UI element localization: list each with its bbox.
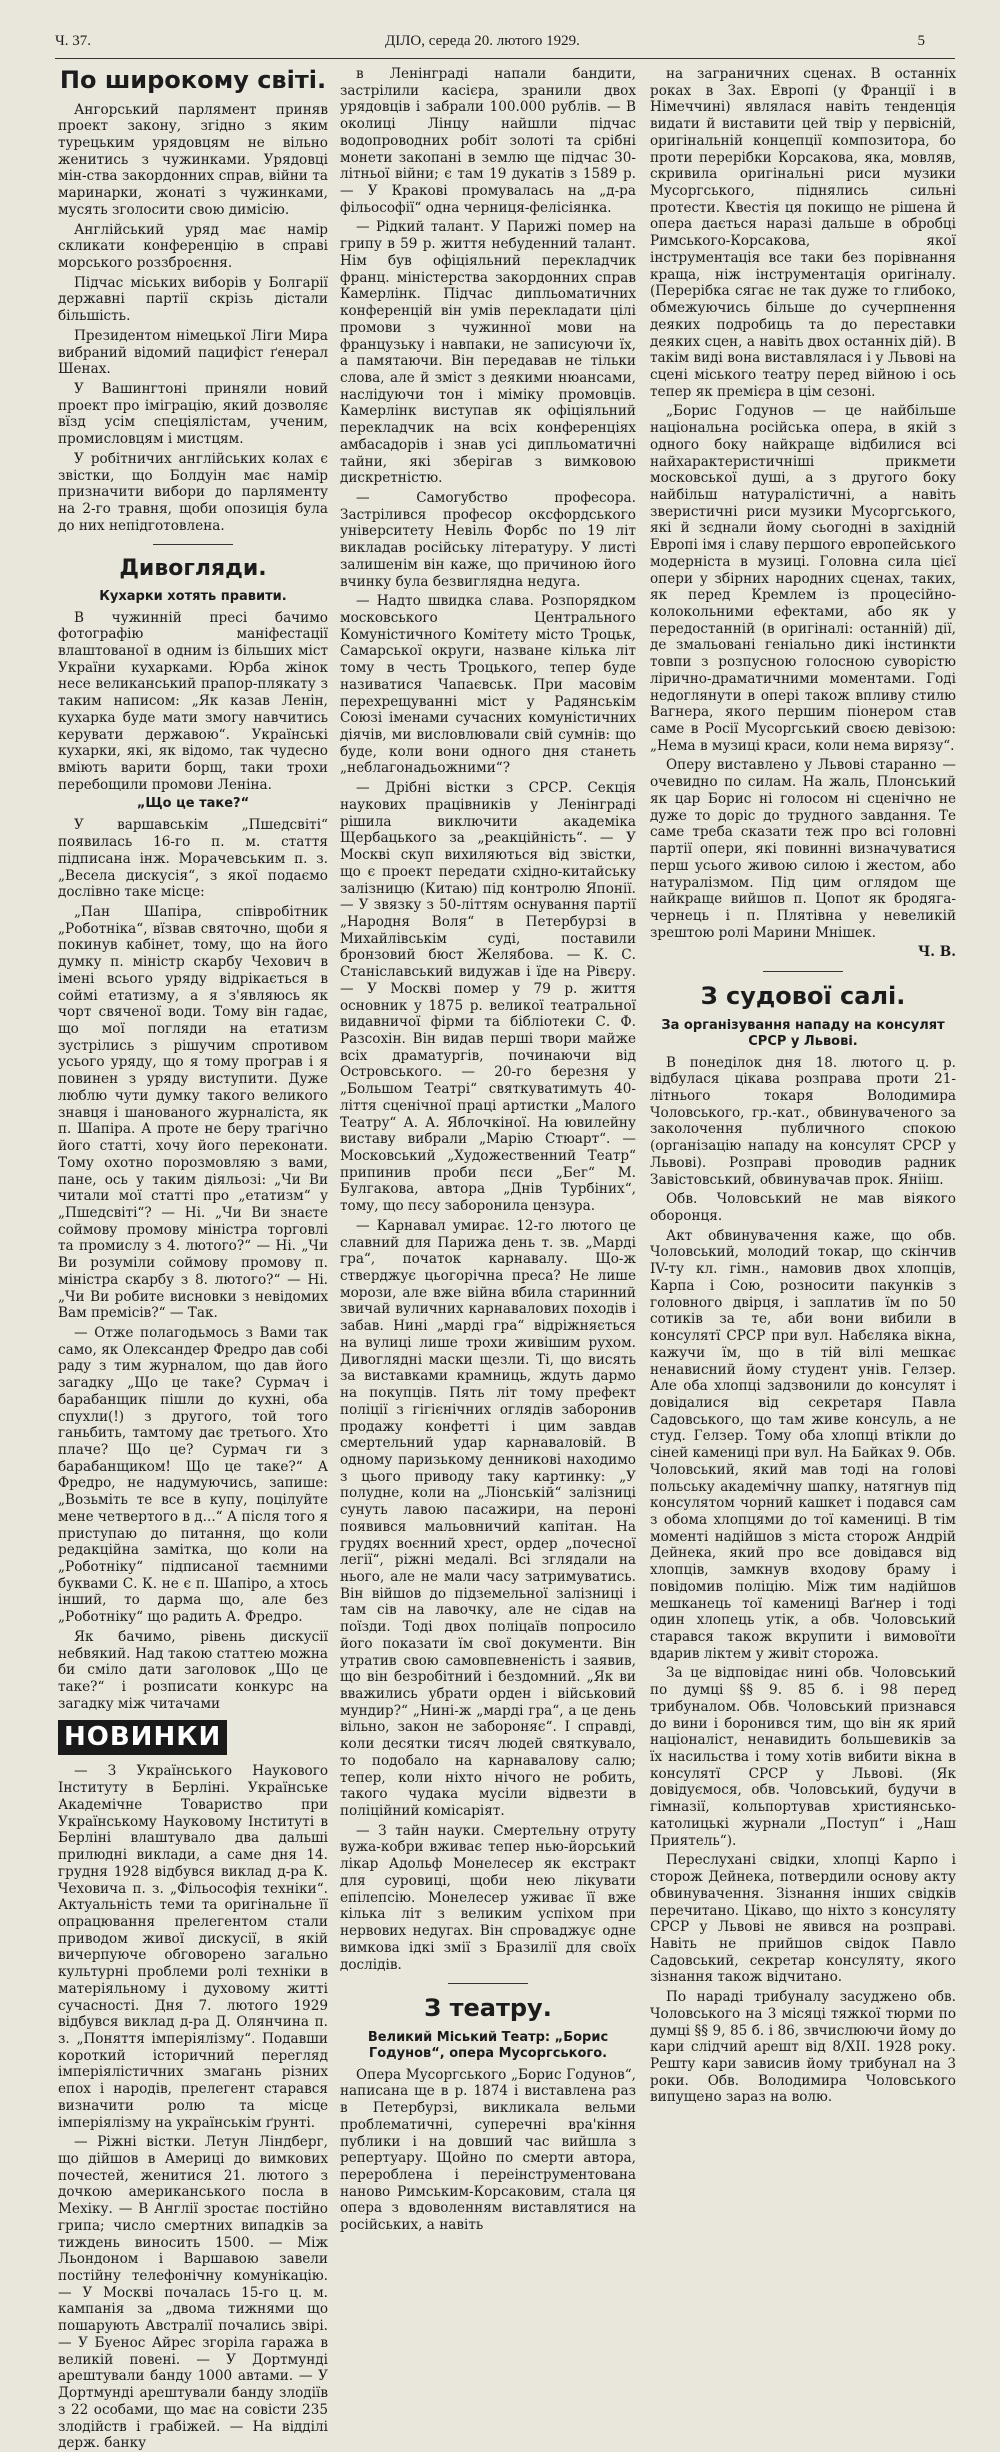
article-paragraph: — Ріжні вістки. Летун Ліндберг, що дійшов в Америці до вимкових почестей, женитися 21. лютого з дочкою американського посла в Мехіку. — В Англії зростає постійно грипа; число смертних випадків за тиждень виносить 1500. — Між Льондоном і Варшавою завели постійну телефонічну комунікацію. — У Москві почалась 15-го ц. м. кампанія за „двома тижнями що пошарують Австралії почались звірі. — У Буенос Айрес згоріла гаража в великій повені. — У Дортмунді арештували банду 1000 автами. — У Дортмунді арештували банду злодіїв з 22 особами, що має на совісти 235 злодійств і грабіжей. — На відділі держ. банку [58,2134,328,2452]
divider [448,1983,528,1984]
section-title-oddities: Дивогляди. [119,556,267,582]
issue-number: Ч. 37. [55,33,91,49]
article-paragraph: По нараді трибуналу засуджено обв. Чоловського на 3 місяці тяжкої тюрми по думці §§ 9, 85 б. і 86, звчислюючи йому до кари слідчий арешт від 8/XII. 1928 року. Решту кари зависив йому трибунал на 3 роки. Обв. Володимира Чоловського випущено зараз на волю. [650,1989,956,2106]
article-paragraph: Ангорський парлямент приняв проект закону, згідно з яким турецьким урядовцям не вільно женитись з чужинками. Урядовці мін-ства закордонних справ, війни та маринарки, жонаті з чужинками, мусять зголосити свою димісію. [58,101,328,218]
article-paragraph: В чужинній пресі бачимо фотографію маніфестації влаштованої в одним із більших міст України кухарками. Юрба жінок несе великанський прапор-плякату з таким написом: „Як казав Ленін, кухарка буде мати змогу навчитись керувати державою“. Українські кухарки, які, як відомо, так чудесно вміють варити борщ, таки трохи перебощили промови Леніна. [58,609,328,793]
article-paragraph: — Отже полагодьмось з Вами так само, як Олександер Фредро дав собі раду з тим журналом, що дав його загадку „Що це таке? Сурмач і барабанщик пішли до кухні, оба спухли(!) з другого, той того ганьбить, тамтому дає третього. Хто плаче? Що це? Сурмач ги з барабанщиком! Що це таке?“ А Фредро, не надумуючись, запише: „Возьміть те все в купу, поцілуйте мене четвертого в д...“ А після того я приступаю до питання, що коли редакційна замітка, що коли на „Роботніку“ підписаної таємними буквами С. К. не є п. Шапіро, а хтось інший, то дарма що, але без „Роботніку“ що радить А. Фредро. [58,1324,328,1626]
article-paragraph: Акт обвинувачення каже, що обв. Чоловський, молодий токар, що скінчив IV-ту кл. гімн., намовив двох хлопців, Карпа і Сою, розносити пакунків з головного двірця, і заплатив їм по 50 сотиків за те, аби вони вибили в консулятї СРСР при вул. Набєляка вікна, кажучи їм, що в тій вілі мешкає ненависний йому студент унів. Гелзер. Але оба хлопці задзвонили до консулят і довідалися від секретаря Павла Садовського, що там живе консуль, а не студ. Гелзер. Тому оба хлопці втікли до сіней камениці при вул. На Байках 9. Обв. Чоловський, який мав тоді на голові польську академічну шапку, натягнув під консулятом чорний кашкет і подався сам з обома хлопцями до тої камениці. В тім моменті надійшов з міста сторож Андрій Дейнека, який про все довідався від хлопців, замкнув входову браму і повідомив поліцію. Між тим надійшов мешканець тої камениці Ваґнер і тоді один хлопець утік, а обв. Чоловський старався також вкрупити і вимовоїти вдарив ліктем у живіт сторожа. [650,1227,956,1662]
column-3 [650,66,956,2106]
article-paragraph: Переслухані свідки, хлопці Карпо і сторож Дейнека, потвердили основу акту обвинувачення. Зізнання інших свідків перечитано. Цікаво, що ніхто з консуляту СРСР у Львові не явився на розправі. Навіть не прийшов свідок Павло Садовський, секретар консуляту, якого зізнання також відчитано. [650,1852,956,1986]
article-paragraph: В понеділок дня 18. лютого ц. р. відбулася цікава розправа проти 21-літнього токаря Володимира Чоловського, гр.-кат., обвинуваченого за заколочення публичного спокою (організацію нападу на консулят СРСР у Львові). Розправі проводив радник Завістовський, обвинувачав прок. Янііш. [650,1054,956,1188]
article-paragraph: — З тайн науки. Смертельну отруту вужа-кобри вживає тепер нью-йорський лікар Адольф Монелесер як екстракт для суровиці, щоби нею лікувати епілепсію. Монелесер уживає її вже кілька літ з великим успіхом при нервових недугах. Він спроваджує одне вимкова ідкі змії з Бразилії для своїх дослідів. [340,1822,636,1973]
article-subtitle: Великий Міський Театр: „Борис Годунов“, опера Мусоргського. [367,2029,609,2061]
article-subtitle: Кухарки хотять правити. [99,588,287,604]
article-paragraph: За це відповідає нині обв. Чоловський по думці §§ 9. 85 б. і 98 перед трибуналом. Обв. Чоловський признався до вини і боронився тим, що він як ярий націоналіст, ненавидить большевиків за їх насильства і тому хотів вибити вікна в консулятї СРСР у Львові. (Як довідуємося, обв. Чоловський, будучи в гімназії, кольпортував християнсько-католицькі журнали „Поступ“ і „Наш Приятель“). [650,1665,956,1849]
article-paragraph: Обв. Чоловський не мав віякого оборонця. [650,1191,956,1225]
divider [763,971,843,972]
article-paragraph: — Самогубство професора. Застрілився професор оксфордського університету Невіль Форбс по 19 літ викладав російську літературу. У листі залишенім він каже, що причиною його вчинку була безвиглядна недуга. [340,489,636,590]
article-paragraph: У варшавськім „Пшедсвіті“ появилась 16-го п. м. стаття підписана інж. Морачевським п. з. „Весела дискусія“, з якої подаємо дослівно таке місце: [58,817,328,901]
article-paragraph: — Надто швидка слава. Розпорядком московського Центрального Комуністичного Комітету місто Троцьк, Самарської округи, назване кілька літ тому в честь Троцького, тепер буде називатися Чапаєвськ. При масовім перехрещуванні міст у Радянськім Союзі іменами сучасних комуністичних діячів, ми висловлювали свій сумнів: що буде, коли вони одного дня станеть „неблагонадьожними“? [340,593,636,777]
article-paragraph: Підчас міських виборів у Болгарії державні партії скрізь дістали більшість. [58,274,328,325]
divider [153,544,233,545]
article-paragraph: Як бачимо, рівень дискусії небвякий. Над такою статтею можна би сміло дати заголовок „Що це таке?“ і розписати конкурс на загадку між читачами [58,1628,328,1712]
article-subtitle: „Що це таке?“ [136,796,250,812]
article-subtitle: За організування нападу на консулят СРСР у Львові. [661,1017,945,1049]
article-paragraph: — Дрібні вістки з СРСР. Секція наукових працівників у Ленінграді рішила виключити академіка Щербацького за „реакційність“. — У Москві скуп вихиляються від звістки, що є проект передати східно-китайську залізницю (Китаю) під контролю Японії. — У звязку з 50-літтям оснування партії „Народня Воля“ в Петербурзі в Михайлівськім суді, поставили бронзовий бюст Желябова. — К. С. Станіславський видужав і їде на Рівєру. — У Москві помер у 79 р. життя основник у 1875 р. великої театральної видавничої фірми та бібліотеки С. Ф. Разсохін. Він видав перші твори майже всіх драматургів, починаючи від Островського. — 20-го березня у „Большом Театрі“ святкуватимуть 40-ліття сценічної праці артистки „Малого Театру“ А. А. Яблочкіної. На ювилейну виставу вибрали „Марію Стюарт“. — Московський „Художественний Театр“ припинив проби пєси „Бег“ М. Булгакова, автора „Днів Турбіних“, тому, що пєсу заборонила цензура. [340,780,636,1215]
article-paragraph: — З Українського Наукового Інституту в Берліні. Українське Академічне Товариство при Українському Науковому Інституті в Берліні влаштувало два дальші прилюдні виклади, а саме дня 14. грудня 1928 відбувся виклад д-ра К. Чеховича п. з. „Фільософія техніки“. Актуальність теми та оригінальне її опрацювання прелегентом стали приводом живої дискусії, в якій вичерпуюче обговорено загально культурні проблеми ролі техніки в матеріяльному і духовому житті сучасності. Дня 7. лютого 1929 відбувся виклад д-ра Д. Олянчина п. з. „Поняття імперіялізму“. Подавши короткий історичний перегляд імперіялістичних змагань різних епох і народів, прелегент старався визначити ролю та місце імперіялізму на українськім ґрунті. [58,1763,328,2131]
article-paragraph: — Рідкий талант. У Парижі помер на грипу в 59 р. життя небуденний талант. Нім був офіціяльний перекладчик франц. міністерства закордонних справ Камерлінк. Підчас дипльоматичних конференцій він умів перекладати цілі промови з чужинної мови на французьку і навпаки, не записуючи їх, а памятаючи. Він передавав не тільки слова, але й зміст з деякими нюансами, наслідуючи тон і міміку промовців. Камерлінк виступав як офіціяльний перекладчик на всіх конференціях амбасадорів і знав усі дипльоматичні тайни, які зберігав з вимковою дискретністю. [340,219,636,487]
article-paragraph: „Пан Шапіра, співробітник „Роботніка“, вїзвав святочно, щоби я покинув кабінет, тому, що на його думку п. міністр скарбу Чехович в імені всього уряду відрікається в соймі етатизму, а я з'являюсь як чорт свяченої води. Тому він гадає, що мої погляди на етатизм зустрілись з рішучим спротивом усього уряду, що я тому програв і я повинен з уряду виступити. Дуже люблю чути думку такого великого знавця і шанованого журналіста, як п. Шапіра. А проте не беру трагічно його статті, хочу його переконати. Тому охотно порозмовляю з вами, пане, ось у таким діяльозі: „Чи Ви читали мої статті про „етатизм“ у „Пшедсвіті“? — Ні. „Чи Ви знаєте соймову промову міністра торговлі та промислу з 4. лютого?“ — Ні. „Чи Ви розуміли соймову промову п. міністра скарбу з 8. лютого?“ — Ні. „Чи Ви робите висновки з невідомих Вам премісів?“ — Так. [58,904,328,1322]
section-title-theatre: З театру. [424,1994,552,2023]
article-paragraph: „Борис Годунов — це найбільше національна російська опера, в якій з одного боку найкраще відбилися всі найхарактеристичніші прикмети московської душі, а з другого боку найбільш натуралістичні, а навіть зверистичні риси музики Мусоргського, які й зєднали йому сьогодні в західній Европі імя і славу першого европейського модерніста в музиці. Головна сила цієї опери у збірних народних сценах, таких, як перед Кремлем із процесійно-колокольними ефектами, або як у передостанній (в оригіналі: останній) дії, де змальовані геніально дикі інстинкти товпи з розпусною голосною суворістю лірично-драматичними моментами. Годі недоглянути в опері також впливу стилю Вагнера, якого першим піонером став саме в Росії Мусоргський своєю девізою: „Нема в музиці краси, коли нема вирязу“. [650,403,956,754]
section-title-world: По широкому світі. [59,66,327,94]
author-signature: Ч. В. [917,944,956,961]
article-paragraph: Президентом німецької Ліги Мира вибраний відомий пацифіст ґенерал Шенах. [58,327,328,378]
article-paragraph: Англійський уряд має намір скликати конференцію в справі морського роззброєння. [58,221,328,271]
article-paragraph: Опера Мусоргського „Борис Годунов“, написана ще в р. 1874 і виставлена раз в Петербурзі, викликала вельми проблематичні, суперечні вра'кіння публики і на довший час вийшла з репертуару. Щойно по смерти автора, перероблена і переінструментована наново Римським-Корсаковим, стала ця опера з вдоволенням виставлятися на російських, а навіть [340,2066,636,2234]
news-banner [58,1716,328,1764]
page-header [55,32,955,54]
article-paragraph: Оперу виставлено у Львові старанно — очевидно по силам. На жаль, Плонський як цар Борис ні голосом ні сценічно не дуже то доріс до трудного завдання. Те саме треба сказати теж про всі головні партії опери, які повинні визначуватися перш усього живою силою і жестом, або натуралізмом. Під цим оглядом ще найкраще вийшов п. Цопот як бродяга-чернець і п. Плятівна у невеликій зрештою ролі Марини Мнішек. [650,757,956,941]
section-title-court: З судової салі. [700,982,906,1011]
masthead-date: ДІЛО, середа 20. лютого 1929. [385,33,580,49]
article-paragraph: в Ленінграді напали бандити, застрілили касієра, зранили двох урядовців і забрали 100.000 рублів. — В околиці Лінцу найшли підчас водопроводних робіт золоті та срібні монети закопані в землю ще підчас 30-літньої війни; є там 19 дукатів з 1589 р. — У Кракові промувалась на „д-ра фільософії“ одна черниця-фелісіянка. [340,66,636,216]
article-paragraph: на заграничних сценах. В останніх роках в Зах. Европі (у Франції і в Німеччині) являлася навіть тенденція видати й виставити цей твір у первісній, оригінальній концепції композитора, бо проти перерібки Корсакова, яка, мовляв, скривила оригінальні риси музики Мусоргського, піднялись сильні протести. Квестія ця покищо не рішена й опера дається наразі дальше в обробці Римського-Корсакова, якої інструментація все таки без порівнання краща, ніж інструментація оригіналу. (Перерібка сягає не так дуже то глибоко, обмежуючись більше до сучерпнення деяких подробиць та до переставки деяких сцен, а навіть двох останніх дій). В такім виді вона виставлялася і у Львові на сцені міського театру перед війною і ось тепер як премієра в цім сезоні. [650,66,956,400]
header-rule [55,58,955,59]
page-number: 5 [917,33,925,49]
article-paragraph: У робітничих англійських колах є звістки, що Болдуін має намір призначити вибори до парляменту на 2-го травня, щоби опозиція була до них непідготовлена. [58,450,328,534]
column-1 [58,66,328,2452]
section-title-news: НОВИНКИ [58,1720,227,1756]
article-paragraph: — Карнавал умирає. 12-го лютого це славний для Парижа день т. зв. „Марді гра“, початок карнавалу. Що-ж стверджує цьогорічна преса? Не лише морози, але вже війна вбила старинний звичай вуличних карнавалових походів і забав. Нині „марді гра“ відріжняється на вулиці лише трохи живішим рухом. Дивоглядні маски щезли. Ті, що висять за виставками крамниць, ждуть дармо на покупців. Пять літ тому префект поліції з гігієнічних оглядів заборонив продажу конфетті і цим завдав смертельний удар карнаваловій. В одному паризькому денникові находимо з цього приводу таку картинку: „У полудне, коли на „Ліонській“ залізниці сунуть лавою пасажири, на пероні появився мальовничий капітан. На грудях воєнний хрест, ордер „почесної легії“, ріжні медалі. Всі зглядали на нього, але не мали часу затримуватись. Він війшов до підземельної залізниці і там сів на лавочку, але не сідав на поїзди. Тоді двох поліцаїв попросило його показати їм свої документи. Він утратив свою самовпевненість і заявив, що він безробітний і бездомний. „Як ви вважились убрати орден і військовий мундир?“ „Нині-ж „марді гра“, а це день вільно, закон не забороняє“. І справді, коли десятки тисяч людей святкувало, то подобало на карнавалову салю; тепер, коли ніхто нічого не робить, такого чудака мусіли відвезти в поліційний комісаріят. [340,1217,636,1820]
column-2 [340,66,636,2234]
article-paragraph: У Вашингтоні приняли новий проект про іміграцію, який дозволяє вїзд усім спеціялістам, ученим, промисловцям і мистцям. [58,381,328,448]
